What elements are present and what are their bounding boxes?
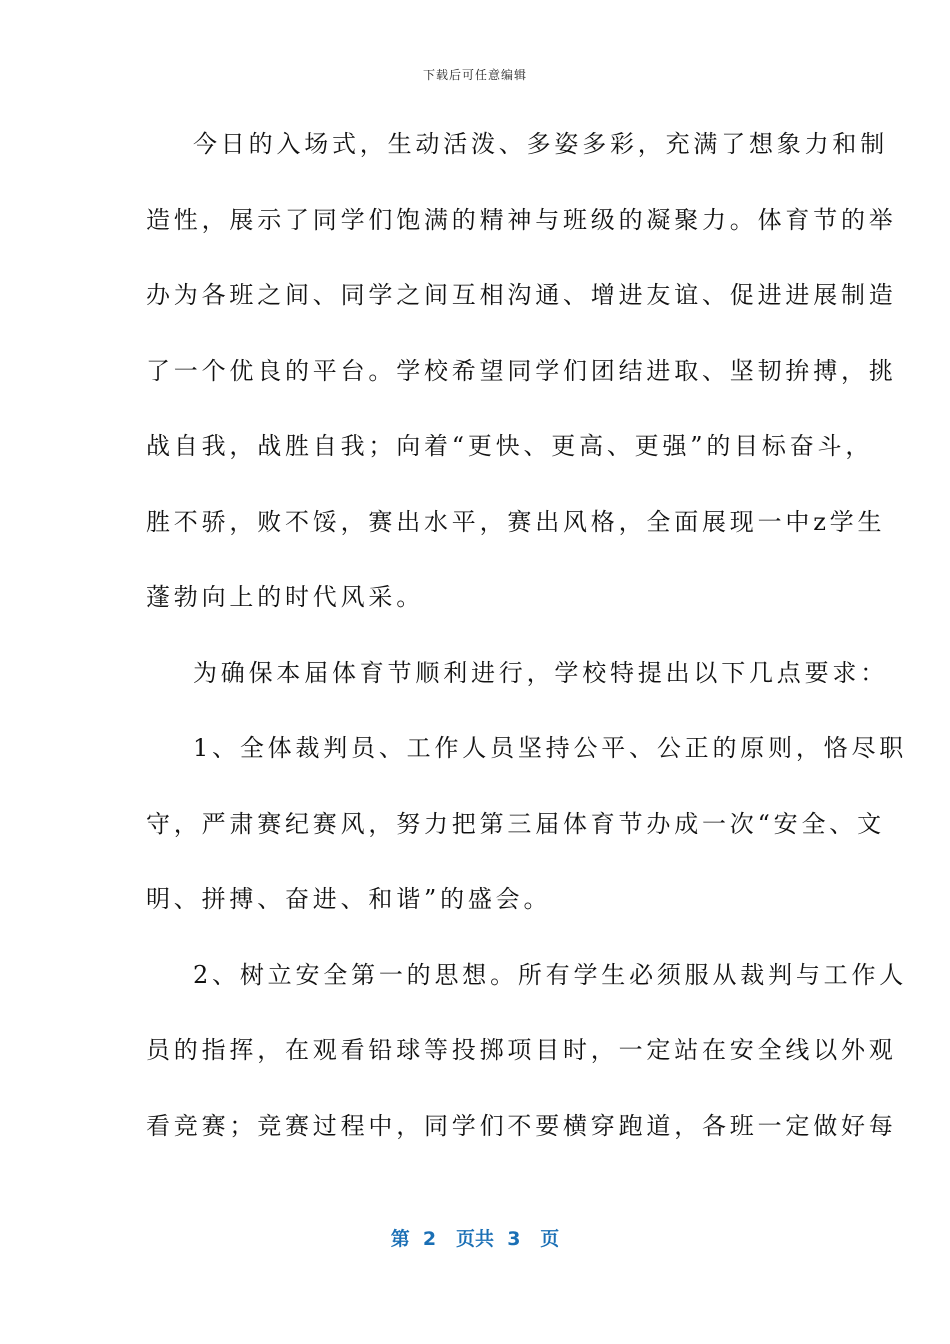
text-line: 战自我，战胜自我；向着“更快、更高、更强”的目标奋斗， [146,432,874,460]
text-line: 办为各班之间、同学之间互相沟通、增进友谊、促进进展制造 [146,281,897,309]
text-line: 蓬勃向上的时代风采。 [146,583,424,611]
page-header: 下载后可任意编辑 [422,68,527,82]
page-number-footer: 第 2 页共 3 页 [390,1228,560,1250]
text-line: 造性，展示了同学们饱满的精神与班级的凝聚力。体育节的举 [146,205,897,234]
text-line: 守，严肃赛纪赛风，努力把第三届体育节办成一次“安全、文 [146,809,885,838]
text-line: 员的指挥，在观看铅球等投掷项目时，一定站在安全线以外观 [146,1036,897,1064]
text-line: 了一个优良的平台。学校希望同学们团结进取、坚韧拚搏，挑 [146,356,897,385]
text-line: 胜不骄，败不馁，赛出水平，赛出风格，全面展现一中z学生 [146,507,886,536]
text-line: 看竞赛；竞赛过程中，同学们不要横穿跑道，各班一定做好每 [146,1111,897,1140]
text-line: 今日的入场式，生动活泼、多姿多彩，充满了想象力和制 [193,130,888,158]
text-line: 为确保本届体育节顺利进行，学校特提出以下几点要求： [193,658,888,687]
document-body [146,118,908,1175]
text-line: 2、树立安全第一的思想。所有学生必须服从裁判与工作人 [193,960,908,989]
text-line: 明、拼搏、奋进、和谐”的盛会。 [146,885,552,913]
text-line: 1、全体裁判员、工作人员坚持公平、公正的原则，恪尽职 [193,734,908,762]
